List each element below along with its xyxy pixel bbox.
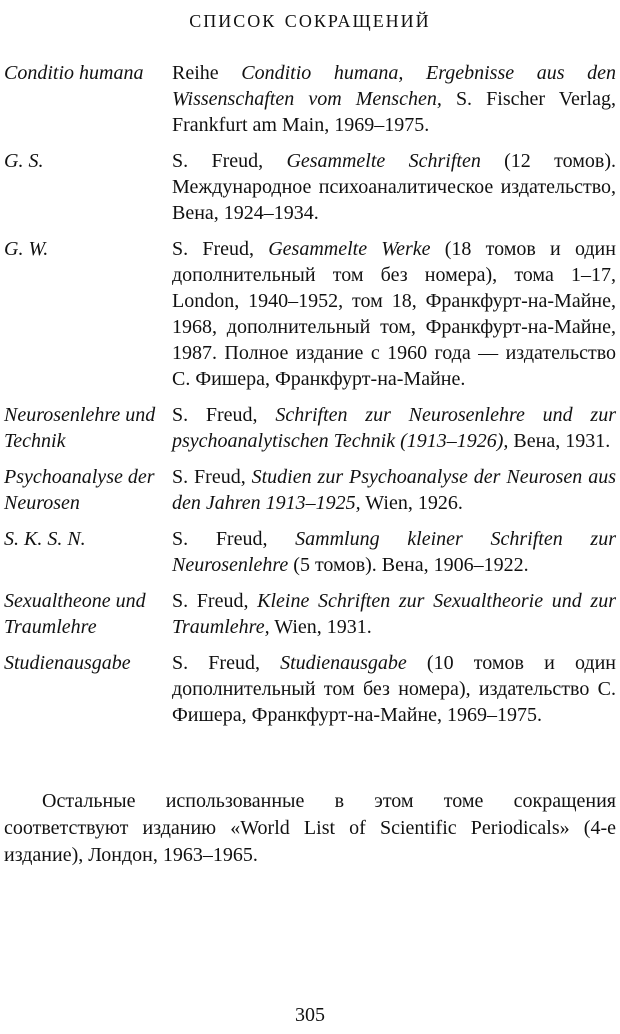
def-text: S. Freud, xyxy=(172,404,276,426)
def-text: S. Freud, xyxy=(172,466,252,488)
page-number: 305 xyxy=(295,1004,325,1026)
def-title: Conditio humana, Ergebnisse aus den Wissenschaften vom Menschen, xyxy=(172,62,617,110)
abbreviation-definition xyxy=(172,526,616,578)
def-text: (18 томов и один дополнительный том без номера), тома 1–17, London, 1940–1952, том 18, Франкфурт-на-Майне, 1968, дополнительный том, Франкфурт-на-Майне, 1987. Полное издание с 1960 года — издательство С. Фишера, Франкфурт-на-Майне. xyxy=(172,238,616,390)
def-text: Wien, 1931. xyxy=(269,616,372,638)
def-text: Wien, 1926. xyxy=(360,492,463,514)
def-title: Schriften zur Neurosenlehre und zur psychoanalytischen Technik (1913–1926), xyxy=(172,404,616,452)
def-text: (5 томов). Вена, 1906–1922. xyxy=(288,554,529,576)
def-title: Studienausgabe xyxy=(280,652,407,674)
def-text: S. Fischer Verlag, Frankfurt am Main, 1969–1975. xyxy=(172,88,616,136)
def-text: (12 томов). Международное психоаналитическое издательство, Вена, 1924–1934. xyxy=(172,150,616,224)
abbreviation-term: Neurosenlehre und Technik xyxy=(4,404,156,452)
def-title: Kleine Schriften zur Sexualtheorie und zur Traumlehre, xyxy=(172,590,616,638)
def-text: S. Freud, xyxy=(172,150,287,172)
def-title: Sammlung kleiner Schriften zur Neurosenlehre xyxy=(172,528,616,576)
abbreviation-term: Conditio humana xyxy=(4,62,144,84)
abbreviation-entry xyxy=(4,588,616,640)
abbreviation-definition xyxy=(172,650,616,728)
abbreviation-definition xyxy=(172,236,616,392)
def-text: S. Freud, xyxy=(172,528,296,550)
abbreviation-entry xyxy=(4,402,616,454)
abbreviation-entry xyxy=(4,236,616,392)
abbreviation-definition xyxy=(172,148,616,226)
def-title: Studien zur Psychoanalyse der Neurosen aus den Jahren 1913–1925, xyxy=(172,466,616,514)
abbreviation-definition xyxy=(172,60,616,138)
def-text: Вена, 1931. xyxy=(508,430,611,452)
page-title: список сокращений xyxy=(189,4,431,33)
abbreviation-entry xyxy=(4,526,616,578)
abbreviation-entry xyxy=(4,464,616,516)
abbreviation-term: G. W. xyxy=(4,238,49,260)
abbreviation-definition xyxy=(172,464,616,516)
abbreviation-term: G. S. xyxy=(4,150,44,172)
abbreviation-term: Studienausgabe xyxy=(4,652,131,674)
abbreviation-entry xyxy=(4,60,616,138)
def-text: (10 томов и один дополнительный том без номера), издательство С. Фишера, Франкфурт-на-Майне, 1969–1975. xyxy=(172,652,616,726)
def-text: S. Freud, xyxy=(172,238,269,260)
abbreviation-entry xyxy=(4,148,616,226)
closing-note: Остальные использованные в этом томе сокращения соответствуют изданию «World List of Scientific Periodicals» (4-е издание), Лондон, 1963–1965. xyxy=(4,790,616,866)
def-title: Gesammelte Werke xyxy=(268,238,431,260)
abbreviation-definition xyxy=(172,588,616,640)
def-title: Gesammelte Schriften xyxy=(286,150,481,172)
def-text: Reihe xyxy=(172,62,242,84)
abbreviation-term: Psychoanalyse der Neurosen xyxy=(4,466,155,514)
def-text: S. Freud, xyxy=(172,652,281,674)
abbreviation-term: Sexualtheone und Traumlehre xyxy=(4,590,146,638)
abbreviation-definition xyxy=(172,402,616,454)
abbreviation-entry xyxy=(4,650,616,728)
abbreviation-term: S. K. S. N. xyxy=(4,528,86,550)
def-text: S. Freud, xyxy=(172,590,258,612)
abbreviation-list xyxy=(4,60,616,738)
